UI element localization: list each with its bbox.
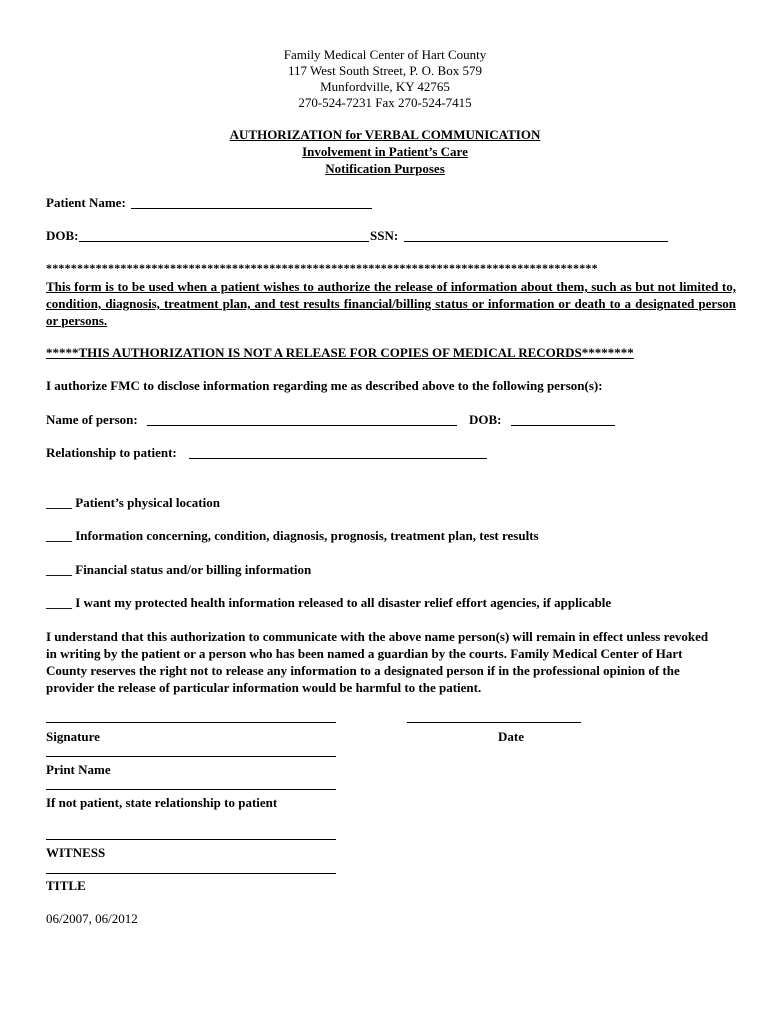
option-label: Patient’s physical location [75,495,220,510]
form-title: AUTHORIZATION for VERBAL COMMUNICATION [229,127,541,142]
option-item[interactable] [46,495,220,511]
relationship-to-patient-line[interactable] [46,789,336,790]
patient-dob-label: DOB: [46,228,79,243]
form-subtitle-1: Involvement in Patient’s Care [302,144,468,159]
form-subtitle-2: Notification Purposes [325,161,445,176]
date-line[interactable] [407,722,581,723]
option-checkbox-blank[interactable]: ____ [46,495,72,510]
option-item[interactable] [46,562,311,578]
witness-line[interactable] [46,839,336,840]
patient-ssn-label: SSN: [370,228,399,243]
not-release-notice: *****THIS AUTHORIZATION IS NOT A RELEASE FOR COPIES OF MEDICAL RECORDS******** [46,345,634,360]
witness-label: WITNESS [46,845,106,860]
option-label: I want my protected health information released to all disaster relief effort agencies, if applicable [75,595,612,610]
address-line1: 117 West South Street, P. O. Box 579 [288,63,482,78]
org-name: Family Medical Center of Hart County [283,47,487,62]
signature-line[interactable] [46,722,336,723]
title-line[interactable] [46,873,336,874]
asterisk-separator: ***************************************************************************************** [46,261,598,275]
option-checkbox-blank[interactable]: ____ [46,528,72,543]
option-item[interactable] [46,528,539,544]
person-dob-field[interactable] [511,425,615,426]
relationship-field[interactable] [189,458,487,459]
phone-fax: 270-524-7231 Fax 270-524-7415 [298,95,472,110]
option-checkbox-blank[interactable]: ____ [46,595,72,610]
option-checkbox-blank[interactable]: ____ [46,562,72,577]
option-item[interactable] [46,595,611,611]
title-label: TITLE [46,878,86,893]
person-name-label: Name of person: [46,412,138,427]
patient-name-field[interactable] [131,208,372,209]
date-label: Date [498,729,524,744]
person-dob-label: DOB: [469,412,502,427]
purpose-paragraph: This form is to be used when a patient wishes to authorize the release of information about them, such as but not limited to, condition, diagnosis, treatment plan, and test results financial/billing status or information or death to a designated person or persons. [46,279,736,328]
option-label: Information concerning, condition, diagnosis, prognosis, treatment plan, test results [75,528,539,543]
person-name-field[interactable] [147,425,457,426]
option-label: Financial status and/or billing information [75,562,312,577]
patient-ssn-field[interactable] [404,241,668,242]
relationship-to-patient-label: If not patient, state relationship to patient [46,795,278,810]
revision-dates: 06/2007, 06/2012 [46,911,138,926]
relationship-label: Relationship to patient: [46,445,177,460]
print-name-line[interactable] [46,756,336,757]
understanding-paragraph: I understand that this authorization to communicate with the above name person(s) will remain in effect unless revoked in writing by the patient or a person who has been named a guardian by the courts. Family Medical Center of Hart County reserves the right not to release any information to a designated person if in the professional opinion of the provider the release of particular information would be harmful to the patient. [46,629,709,695]
print-name-label: Print Name [46,762,111,777]
address-line2: Munfordville, KY 42765 [320,79,450,94]
patient-dob-field[interactable] [79,241,369,242]
authorize-statement: I authorize FMC to disclose information regarding me as described above to the following person(s): [46,378,603,393]
patient-name-label: Patient Name: [46,195,126,210]
signature-label: Signature [46,729,100,744]
